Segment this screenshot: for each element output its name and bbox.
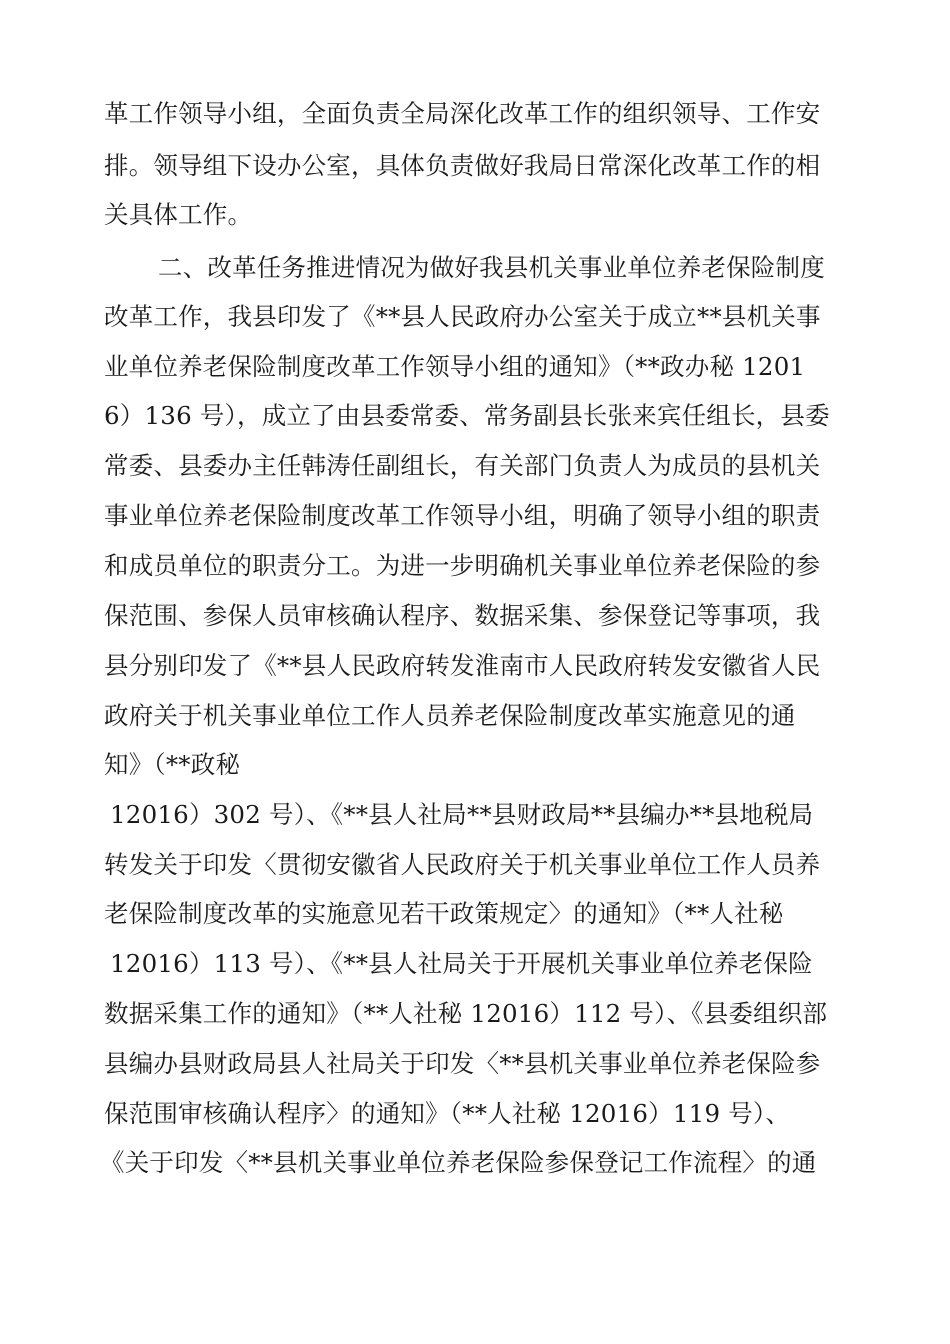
text-line: 和成员单位的职责分工。为进一步明确机关事业单位养老保险的参 <box>104 551 821 580</box>
text-line: 常委、县委办主任韩涛任副组长，有关部门负责人为成员的县机关 <box>104 451 821 480</box>
text-line: 12016）302 号）、《**县人社局**县财政局**县编办**县地税局 <box>110 800 814 829</box>
text-line: 数据采集工作的通知》（**人社秘 12016）112 号）、《县委组织部 <box>104 999 828 1028</box>
text-line: 二、改革任务推进情况为做好我县机关事业单位养老保险制度 <box>158 253 825 282</box>
text-line: 县编办县财政局县人社局关于印发〈**县机关事业单位养老保险参 <box>104 1049 821 1078</box>
text-line: 转发关于印发〈贯彻安徽省人民政府关于机关事业单位工作人员养 <box>104 850 821 879</box>
text-line: 6）136 号），成立了由县委常委、常务副县长张来宾任组长，县委 <box>104 401 830 430</box>
text-line: 《关于印发〈**县机关事业单位养老保险参保登记工作流程〉的通 <box>100 1148 817 1177</box>
text-line: 革工作领导小组，全面负责全局深化改革工作的组织领导、工作安 <box>104 99 821 128</box>
text-line: 排。领导组下设办公室，具体负责做好我局日常深化改革工作的相 <box>104 151 821 180</box>
text-line: 业单位养老保险制度改革工作领导小组的通知》（**政办秘 1201 <box>104 352 806 381</box>
text-line: 改革工作，我县印发了《**县人民政府办公室关于成立**县机关事 <box>104 302 821 331</box>
text-line: 县分别印发了《**县人民政府转发淮南市人民政府转发安徽省人民 <box>104 651 821 680</box>
text-line: 保范围、参保人员审核确认程序、数据采集、参保登记等事项，我 <box>104 601 821 630</box>
text-line: 12016）113 号）、《**县人社局关于开展机关事业单位养老保险 <box>110 949 813 978</box>
text-line: 保范围审核确认程序〉的通知》（**人社秘 12016）119 号）、 <box>104 1099 791 1128</box>
text-line: 政府关于机关事业单位工作人员养老保险制度改革实施意见的通 <box>104 701 796 730</box>
text-line: 老保险制度改革的实施意见若干政策规定〉的通知》（**人社秘 <box>104 899 784 928</box>
text-line: 事业单位养老保险制度改革工作领导小组，明确了领导小组的职责 <box>104 501 821 530</box>
text-line: 知》（**政秘 <box>104 750 241 779</box>
text-line: 关具体工作。 <box>104 200 253 229</box>
